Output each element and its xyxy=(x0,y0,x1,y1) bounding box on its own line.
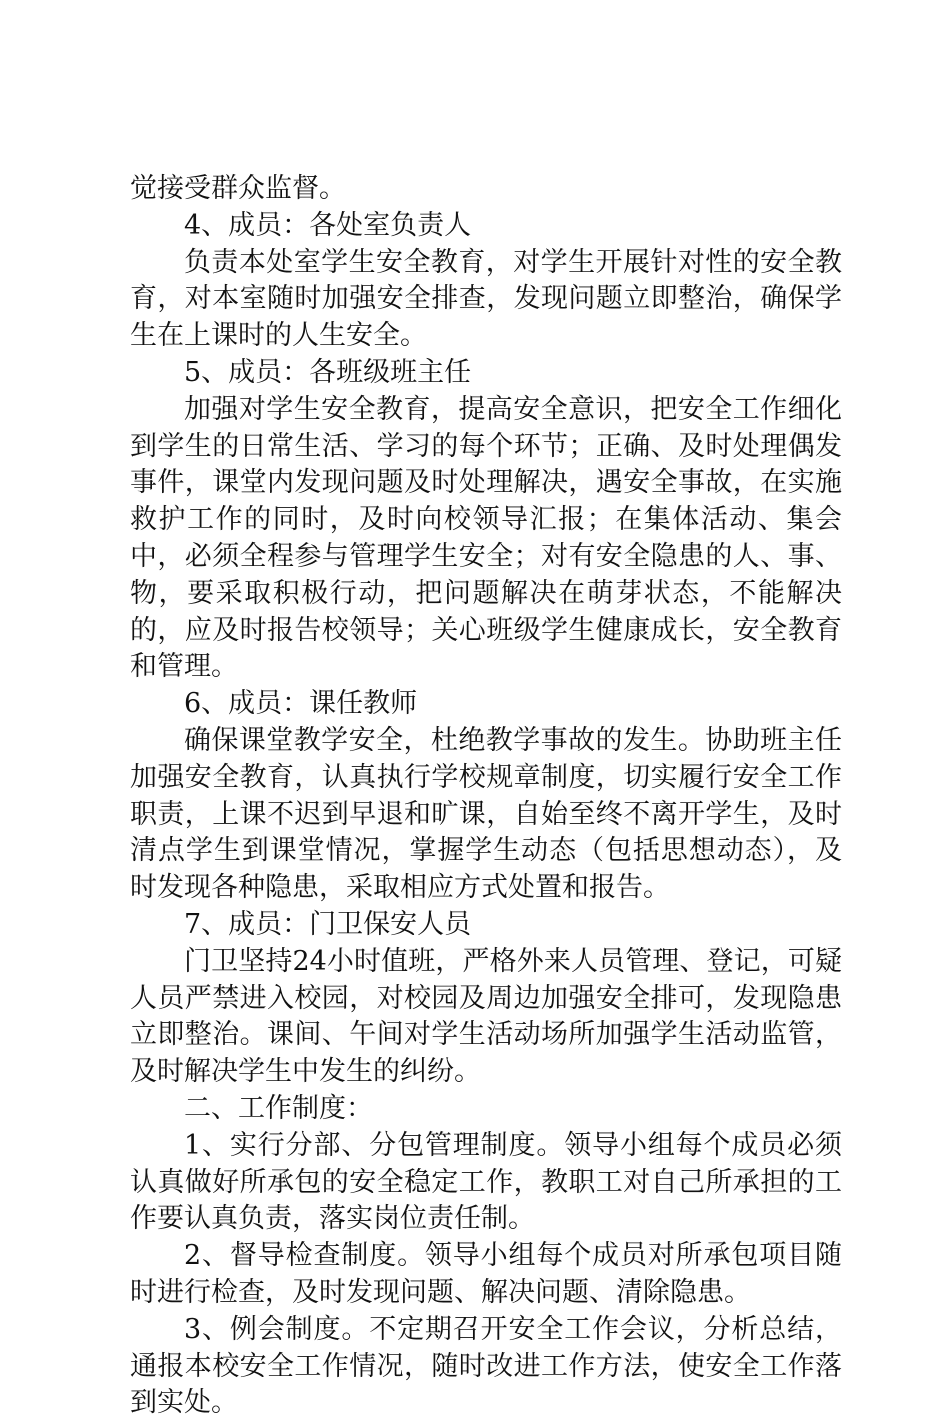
paragraph-member-5: 加强对学生安全教育，提高安全意识，把安全工作细化到学生的日常生活、学习的每个环节；正确、及时处理偶发事件，课堂内发现问题及时处理解决，遇安全事故，在实施救护工作的同时，及时向校领导汇报；在集体活动、集会中，必须全程参与管理学生安全；对有安全隐患的人、事、物，要采取积极行动，把问题解决在萌芽状态，不能解决的，应及时报告校领导；关心班级学生健康成长，安全教育和管理。 xyxy=(130,393,842,683)
document-body xyxy=(130,171,842,1422)
paragraph-system-2: 2、督导检查制度。领导小组每个成员对所承包项目随时进行检查，及时发现问题、解决问题、清除隐患。 xyxy=(130,1240,842,1308)
paragraph-member-4: 负责本处室学生安全教育，对学生开展针对性的安全教育，对本室随时加强安全排查，发现问题立即整治，确保学生在上课时的人生安全。 xyxy=(130,246,842,352)
paragraph-continuation: 觉接受群众监督。 xyxy=(130,173,346,204)
heading-member-5: 5、成员：各班级班主任 xyxy=(184,356,472,388)
paragraph-system-3: 3、例会制度。不定期召开安全工作会议，分析总结，通报本校安全工作情况，随时改进工作方法，使安全工作落到实处。 xyxy=(130,1313,842,1419)
paragraph-member-6: 确保课堂教学安全，杜绝教学事故的发生。协助班主任加强安全教育，认真执行学校规章制度，切实履行安全工作职责，上课不迟到早退和旷课，自始至终不离开学生，及时清点学生到课堂情况，掌握学生动态（包括思想动态），及时发现各种隐患，采取相应方式处置和报告。 xyxy=(130,724,842,904)
paragraph-system-1: 1、实行分部、分包管理制度。领导小组每个成员必须认真做好所承包的安全稳定工作，教职工对自己所承担的工作要认真负责，落实岗位责任制。 xyxy=(130,1129,842,1235)
paragraph-member-7: 门卫坚持24小时值班，严格外来人员管理、登记，可疑人员严禁进入校园，对校园及周边加强安全排可，发现隐患立即整治。课间、午间对学生活动场所加强学生活动监管，及时解决学生中发生的纠纷。 xyxy=(130,945,842,1088)
heading-member-4: 4、成员：各处室负责人 xyxy=(184,209,472,241)
heading-member-7: 7、成员：门卫保安人员 xyxy=(184,908,472,940)
heading-member-6: 6、成员：课任教师 xyxy=(184,688,418,720)
heading-work-system: 二、工作制度： xyxy=(184,1092,373,1124)
